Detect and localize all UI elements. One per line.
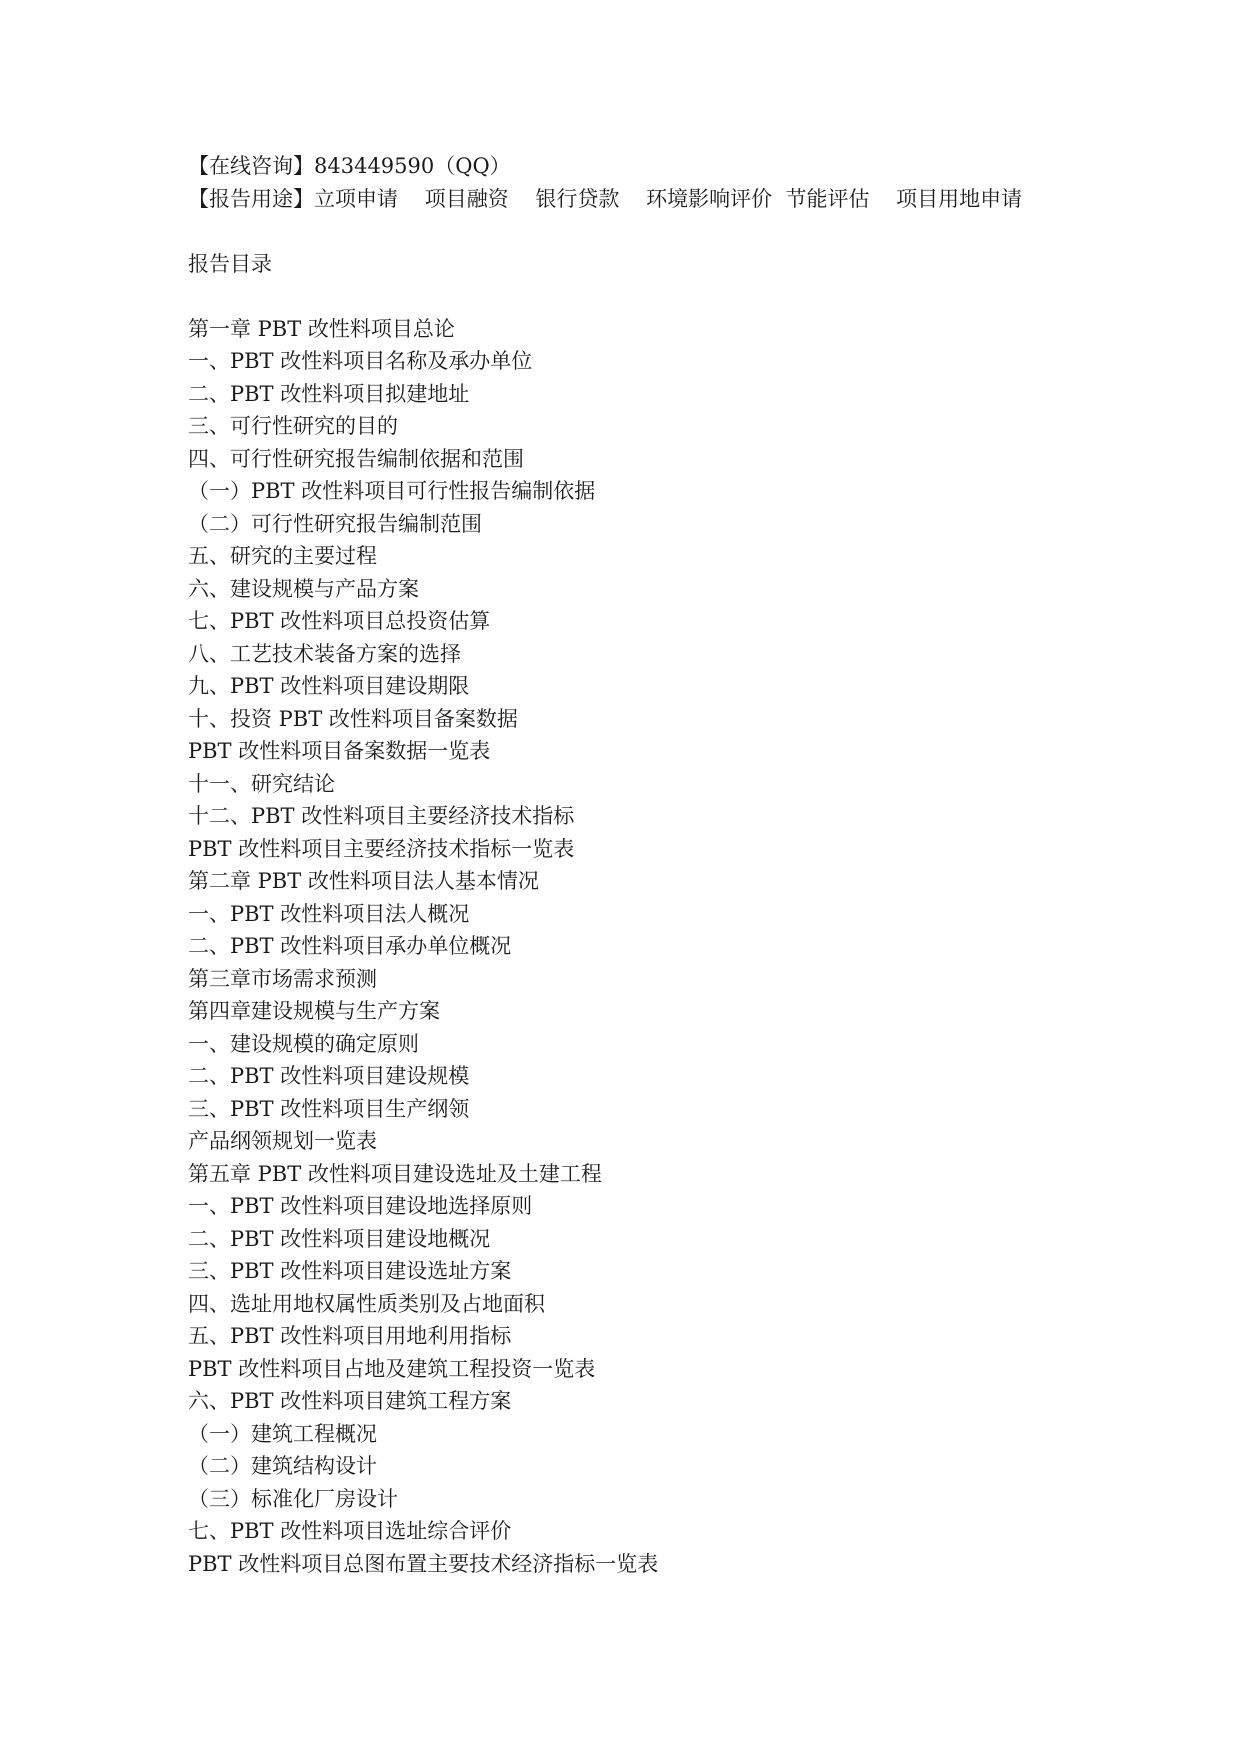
- toc-item: PBT 改性料项目总图布置主要技术经济指标一览表: [188, 1551, 659, 1576]
- toc-item: 四、选址用地权属性质类别及占地面积: [188, 1291, 545, 1316]
- toc-item: 六、PBT 改性料项目建筑工程方案: [188, 1389, 512, 1413]
- toc-item: （一）建筑工程概况: [188, 1421, 377, 1446]
- toc-item: 第四章建设规模与生产方案: [188, 999, 440, 1023]
- toc-item: （一）PBT 改性料项目可行性报告编制依据: [188, 479, 596, 503]
- toc-item: 产品纲领规划一览表: [188, 1129, 377, 1153]
- toc-item: 第五章 PBT 改性料项目建设选址及土建工程: [188, 1161, 602, 1186]
- toc-item: 十、投资 PBT 改性料项目备案数据: [188, 706, 518, 731]
- toc-item: PBT 改性料项目占地及建筑工程投资一览表: [188, 1356, 596, 1381]
- toc-item: PBT 改性料项目主要经济技术指标一览表: [188, 836, 575, 861]
- toc-item: 一、PBT 改性料项目法人概况: [188, 901, 470, 926]
- toc-item: 第三章市场需求预测: [188, 966, 377, 991]
- toc-item: 第二章 PBT 改性料项目法人基本情况: [188, 869, 539, 893]
- toc-item: （三）标准化厂房设计: [188, 1486, 398, 1511]
- toc-item: （二）建筑结构设计: [188, 1454, 377, 1478]
- toc-item: 五、PBT 改性料项目用地利用指标: [188, 1324, 512, 1348]
- purpose-item: 项目用地申请: [896, 186, 1023, 211]
- toc-item: 十二、PBT 改性料项目主要经济技术指标: [188, 804, 575, 828]
- toc-item: 四、可行性研究报告编制依据和范围: [188, 446, 524, 471]
- toc-item: 三、PBT 改性料项目建设选址方案: [188, 1259, 512, 1283]
- toc-item: （二）可行性研究报告编制范围: [188, 511, 482, 536]
- toc-title: 报告目录: [188, 251, 272, 276]
- toc-item: 一、PBT 改性料项目建设地选择原则: [188, 1194, 533, 1218]
- purpose-item: 立项申请: [314, 186, 398, 211]
- toc-item: 十一、研究结论: [188, 771, 335, 796]
- toc-item: 第一章 PBT 改性料项目总论: [188, 316, 455, 341]
- toc-item: 三、PBT 改性料项目生产纲领: [188, 1096, 470, 1121]
- toc-item: 二、PBT 改性料项目建设地概况: [188, 1226, 491, 1251]
- document-page: [188, 150, 1148, 1580]
- purpose-item: 节能评估: [785, 186, 870, 211]
- consult-line: 【在线咨询】843449590（QQ）: [188, 154, 511, 178]
- toc-item: 五、研究的主要过程: [188, 544, 377, 568]
- toc-item: 二、PBT 改性料项目拟建地址: [188, 381, 470, 406]
- spacer: [188, 280, 1148, 313]
- toc-item: 九、PBT 改性料项目建设期限: [188, 674, 470, 698]
- toc-list: [188, 313, 1148, 1581]
- purpose-item: 银行贷款: [535, 186, 620, 211]
- purpose-line: [188, 183, 1148, 216]
- toc-item: 八、工艺技术装备方案的选择: [188, 641, 461, 666]
- spacer: [188, 215, 1148, 248]
- toc-item: 六、建设规模与产品方案: [188, 576, 419, 601]
- toc-item: 七、PBT 改性料项目总投资估算: [188, 609, 491, 633]
- purpose-item: 项目融资: [424, 186, 509, 211]
- toc-item: 二、PBT 改性料项目建设规模: [188, 1064, 470, 1088]
- toc-item: 七、PBT 改性料项目选址综合评价: [188, 1519, 512, 1543]
- toc-item: 二、PBT 改性料项目承办单位概况: [188, 934, 512, 958]
- toc-item: 三、可行性研究的目的: [188, 414, 398, 438]
- toc-item: 一、PBT 改性料项目名称及承办单位: [188, 349, 533, 373]
- purpose-item: 环境影响评价: [646, 186, 773, 211]
- toc-item: PBT 改性料项目备案数据一览表: [188, 739, 491, 763]
- purpose-label: 【报告用途】: [188, 186, 314, 211]
- toc-item: 一、建设规模的确定原则: [188, 1031, 419, 1056]
